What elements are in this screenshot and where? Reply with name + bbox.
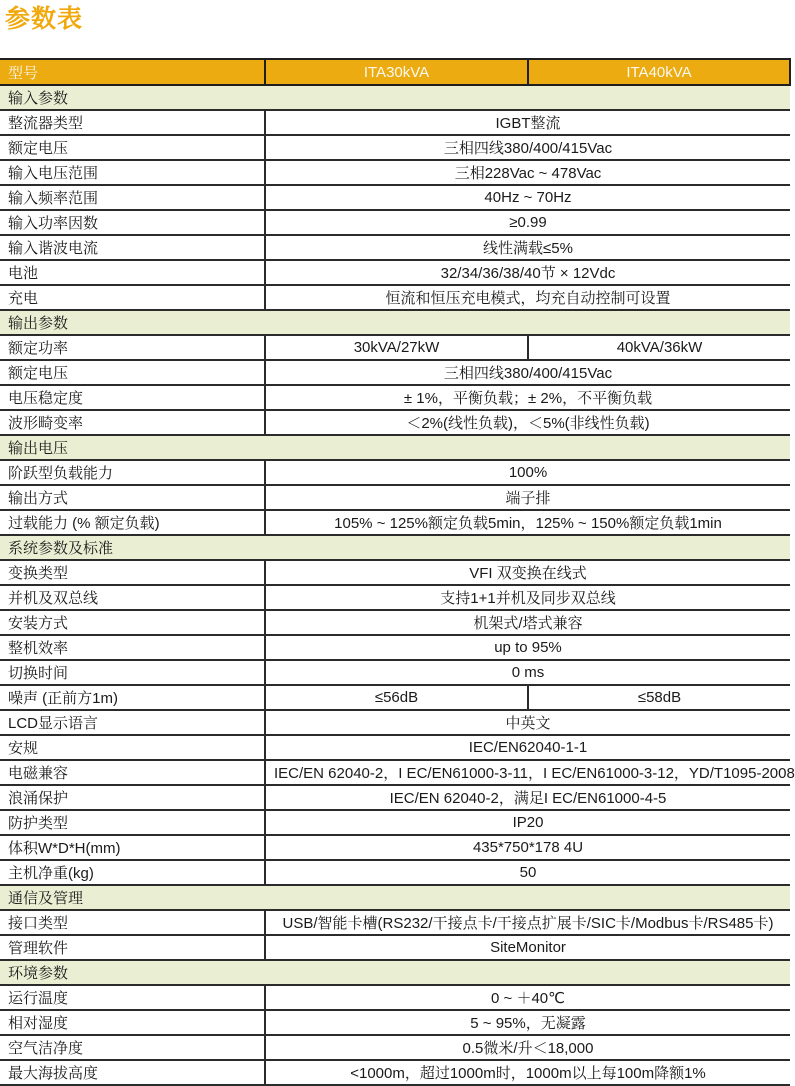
spec-label: 体积W*D*H(mm)	[0, 835, 265, 860]
spec-row	[0, 985, 790, 1010]
spec-label: 过载能力 (% 额定负载)	[0, 510, 265, 535]
spec-value: 40Hz ~ 70Hz	[265, 185, 790, 210]
spec-value: ≥0.99	[265, 210, 790, 235]
spec-value: 支持1+1并机及同步双总线	[265, 585, 790, 610]
spec-value: 恒流和恒压充电模式，均充自动控制可设置	[265, 285, 790, 310]
model-column-ita30kva: ITA30kVA	[265, 59, 528, 85]
spec-label: 噪声 (正前方1m)	[0, 685, 265, 710]
spec-row	[0, 385, 790, 410]
spec-value: ＜2%(线性负载)，＜5%(非线性负载)	[265, 410, 790, 435]
spec-table-header	[0, 59, 790, 85]
spec-label: 运行温度	[0, 985, 265, 1010]
spec-table-body	[0, 85, 795, 1085]
spec-row	[0, 285, 790, 310]
spec-label: 电磁兼容	[0, 760, 265, 785]
spec-row	[0, 935, 790, 960]
spec-label: 阶跃型负载能力	[0, 460, 265, 485]
spec-value: 0 ~ ＋40℃	[265, 985, 790, 1010]
spec-label: 并机及双总线	[0, 585, 265, 610]
model-header-label: 型号	[0, 59, 265, 85]
spec-row	[0, 110, 790, 135]
spec-row	[0, 785, 790, 810]
spec-value: 中英文	[265, 710, 790, 735]
spec-row	[0, 685, 790, 710]
spec-value: 0.5微米/升＜18,000	[265, 1035, 790, 1060]
spec-label: 防护类型	[0, 810, 265, 835]
section-title: 输出参数	[0, 310, 790, 335]
spec-row	[0, 485, 790, 510]
spec-row	[0, 1035, 790, 1060]
spec-value: 100%	[265, 460, 790, 485]
section-title: 通信及管理	[0, 885, 790, 910]
section-header-row	[0, 885, 790, 910]
spec-row	[0, 510, 790, 535]
spec-value: up to 95%	[265, 635, 790, 660]
spec-row	[0, 160, 790, 185]
spec-value-ita30kva: 30kVA/27kW	[265, 335, 528, 360]
spec-label: 变换类型	[0, 560, 265, 585]
spec-row	[0, 560, 790, 585]
spec-row	[0, 910, 790, 935]
spec-row	[0, 660, 790, 685]
spec-label: 充电	[0, 285, 265, 310]
spec-value: <1000m，超过1000m时，1000m以上每100m降额1%	[265, 1060, 790, 1085]
section-header-row	[0, 960, 790, 985]
section-title: 系统参数及标准	[0, 535, 790, 560]
spec-value-ita30kva: ≤56dB	[265, 685, 528, 710]
spec-row	[0, 710, 790, 735]
page-title: 参数表	[5, 5, 84, 33]
spec-value: USB/智能卡槽(RS232/干接点卡/干接点扩展卡/SIC卡/Modbus卡/RS485卡)	[265, 910, 790, 935]
spec-row	[0, 260, 790, 285]
spec-row	[0, 410, 790, 435]
spec-row	[0, 210, 790, 235]
spec-row	[0, 235, 790, 260]
spec-value: 线性满载≤5%	[265, 235, 790, 260]
model-column-ita40kva: ITA40kVA	[528, 59, 790, 85]
spec-label: 输入谐波电流	[0, 235, 265, 260]
spec-row	[0, 1010, 790, 1035]
spec-label: 整流器类型	[0, 110, 265, 135]
spec-value: SiteMonitor	[265, 935, 790, 960]
spec-value-ita40kva: 40kVA/36kW	[528, 335, 790, 360]
spec-label: 电池	[0, 260, 265, 285]
spec-row	[0, 585, 790, 610]
spec-value: IP20	[265, 810, 790, 835]
spec-value: IEC/EN62040-1-1	[265, 735, 790, 760]
spec-table	[0, 58, 795, 1086]
spec-row	[0, 860, 790, 885]
spec-value: 0 ms	[265, 660, 790, 685]
spec-row	[0, 810, 790, 835]
spec-row	[0, 360, 790, 385]
spec-value: IEC/EN 62040-2，I EC/EN61000-3-11，I EC/EN61000-3-12，YD/T1095-2008	[265, 760, 790, 785]
spec-label: 安规	[0, 735, 265, 760]
section-header-row	[0, 85, 790, 110]
section-header-row	[0, 310, 790, 335]
spec-value: 105% ~ 125%额定负载5min，125% ~ 150%额定负载1min	[265, 510, 790, 535]
spec-row	[0, 610, 790, 635]
spec-label: LCD显示语言	[0, 710, 265, 735]
spec-row	[0, 1060, 790, 1085]
spec-label: 空气洁净度	[0, 1035, 265, 1060]
section-header-row	[0, 435, 790, 460]
spec-label: 管理软件	[0, 935, 265, 960]
spec-value: 5 ~ 95%，无凝露	[265, 1010, 790, 1035]
spec-value: ± 1%，平衡负载；± 2%，不平衡负载	[265, 385, 790, 410]
spec-label: 切换时间	[0, 660, 265, 685]
spec-value: 机架式/塔式兼容	[265, 610, 790, 635]
spec-row	[0, 185, 790, 210]
spec-label: 额定功率	[0, 335, 265, 360]
spec-label: 波形畸变率	[0, 410, 265, 435]
spec-label: 输出方式	[0, 485, 265, 510]
spec-label: 额定电压	[0, 135, 265, 160]
spec-row	[0, 760, 790, 785]
spec-value: 三相228Vac ~ 478Vac	[265, 160, 790, 185]
section-header-row	[0, 535, 790, 560]
spec-row	[0, 335, 790, 360]
spec-sheet-page	[0, 4, 795, 1082]
spec-label: 整机效率	[0, 635, 265, 660]
spec-row	[0, 735, 790, 760]
section-title: 输入参数	[0, 85, 790, 110]
spec-label: 安装方式	[0, 610, 265, 635]
section-title: 输出电压	[0, 435, 790, 460]
spec-row	[0, 835, 790, 860]
spec-label: 额定电压	[0, 360, 265, 385]
spec-value: 32/34/36/38/40节 × 12Vdc	[265, 260, 790, 285]
spec-label: 输入电压范围	[0, 160, 265, 185]
spec-value: VFI 双变换在线式	[265, 560, 790, 585]
spec-value: 端子排	[265, 485, 790, 510]
spec-value: 435*750*178 4U	[265, 835, 790, 860]
spec-label: 浪涌保护	[0, 785, 265, 810]
spec-value: 三相四线380/400/415Vac	[265, 135, 790, 160]
spec-row	[0, 135, 790, 160]
spec-label: 电压稳定度	[0, 385, 265, 410]
spec-label: 最大海拔高度	[0, 1060, 265, 1085]
spec-label: 输入频率范围	[0, 185, 265, 210]
spec-label: 主机净重(kg)	[0, 860, 265, 885]
spec-row	[0, 460, 790, 485]
spec-value: 三相四线380/400/415Vac	[265, 360, 790, 385]
spec-label: 相对湿度	[0, 1010, 265, 1035]
spec-value: 50	[265, 860, 790, 885]
model-header-row	[0, 59, 790, 85]
spec-value-ita40kva: ≤58dB	[528, 685, 790, 710]
spec-label: 输入功率因数	[0, 210, 265, 235]
spec-value: IGBT整流	[265, 110, 790, 135]
spec-value: IEC/EN 62040-2，满足I EC/EN61000-4-5	[265, 785, 790, 810]
section-title: 环境参数	[0, 960, 790, 985]
spec-row	[0, 635, 790, 660]
spec-label: 接口类型	[0, 910, 265, 935]
